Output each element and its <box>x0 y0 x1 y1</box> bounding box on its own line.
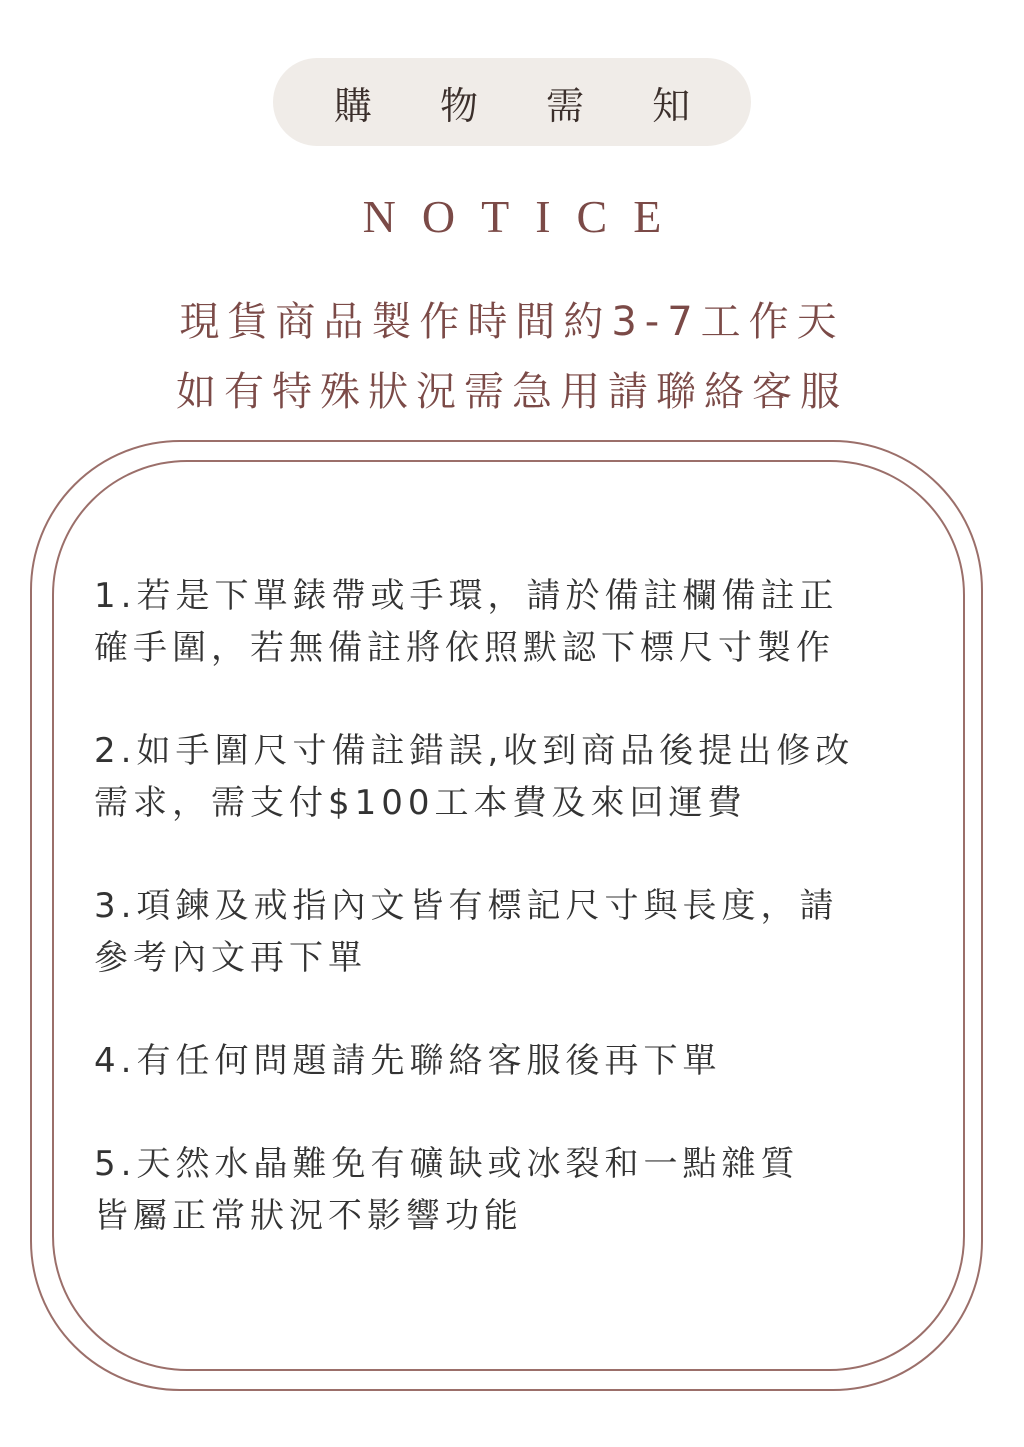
notice-item-2-line-2: 需求，需支付$100工本費及來回運費 <box>94 783 747 823</box>
notice-list <box>94 570 954 1293</box>
notice-item-4 <box>94 1035 954 1087</box>
intro-line-2: 如有特殊狀況需急用請聯絡客服 <box>176 369 848 415</box>
notice-item-5 <box>94 1138 954 1242</box>
notice-item-2-line-1: 2.如手圍尺寸備註錯誤,收到商品後提出修改 <box>94 731 855 771</box>
notice-item-3-line-2: 參考內文再下單 <box>94 938 367 978</box>
notice-item-5-line-2: 皆屬正常狀況不影響功能 <box>94 1196 523 1236</box>
notice-item-5-line-1: 5.天然水晶難免有礦缺或冰裂和一點雜質 <box>94 1144 800 1184</box>
notice-item-1-line-1: 1.若是下單錶帶或手環，請於備註欄備註正 <box>94 576 839 616</box>
notice-item-2 <box>94 725 954 829</box>
notice-title: NOTICE <box>362 191 688 242</box>
notice-item-3-line-1: 3.項鍊及戒指內文皆有標記尺寸與長度，請 <box>94 886 839 926</box>
notice-item-3 <box>94 880 954 984</box>
notice-item-1-line-2: 確手圍，若無備註將依照默認下標尺寸製作 <box>94 628 835 668</box>
notice-item-4-line-1: 4.有任何問題請先聯絡客服後再下單 <box>94 1041 722 1081</box>
header-title: 購 物 需 知 <box>333 83 719 128</box>
header-pill <box>273 58 751 146</box>
intro-line-1: 現貨商品製作時間約3-7工作天 <box>179 299 845 345</box>
notice-item-1 <box>94 570 954 674</box>
